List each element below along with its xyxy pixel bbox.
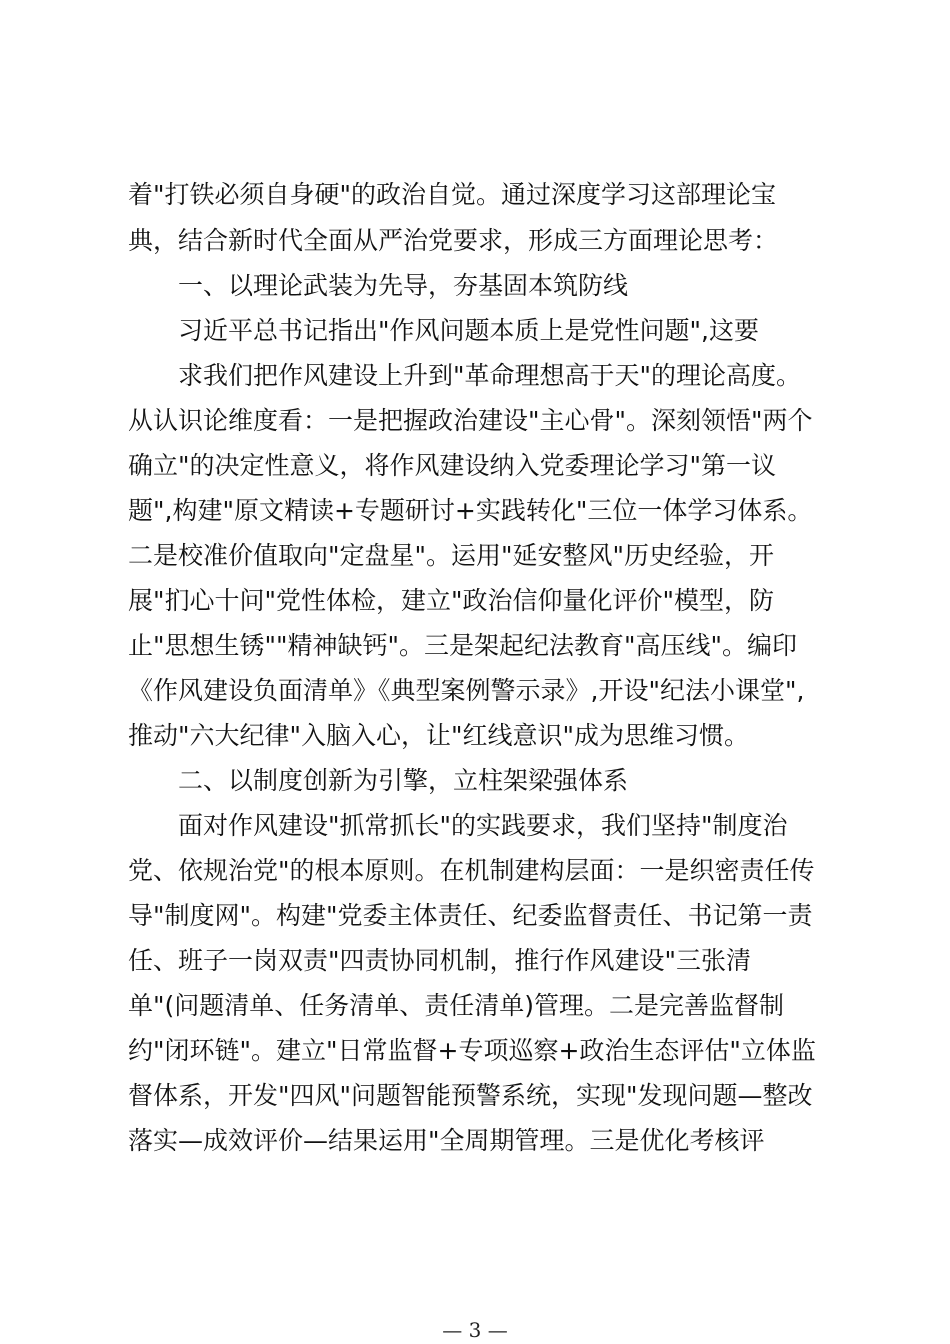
section-heading-2: 二、以制度创新为引擎，立柱架梁强体系 — [178, 766, 629, 795]
text-line-21: 督体系，开发"四风"问题智能预警系统，实现"发现问题—整改 — [128, 1081, 813, 1110]
text-line-11: 止"思想生锈""精神缺钙"。三是架起纪法教育"高压线"。编印 — [128, 631, 797, 660]
text-line-17: 导"制度网"。构建"党委主体责任、纪委监督责任、书记第一责 — [128, 901, 813, 930]
text-line-1: 着"打铁必须自身硬"的政治自觉。通过深度学习这部理论宝 — [128, 180, 777, 209]
text-line-13: 推动"六大纪律"入脑入心，让"红线意识"成为思维习惯。 — [128, 721, 749, 750]
text-line-6: 从认识论维度看：一是把握政治建设"主心骨"。深刻领悟"两个 — [128, 406, 813, 435]
text-line-8: 题",构建"原文精读+专题研讨+实践转化"三位一体学习体系。 — [128, 496, 813, 525]
text-line-9: 二是校准价值取向"定盘星"。运用"延安整风"历史经验，开 — [128, 541, 774, 570]
text-line-12: 《作风建设负面清单》《典型案例警示录》,开设"纪法小课堂", — [128, 676, 805, 705]
text-line-10: 展"扪心十问"党性体检，建立"政治信仰量化评价"模型，防 — [128, 586, 774, 615]
text-line-15: 面对作风建设"抓常抓长"的实践要求，我们坚持"制度治 — [178, 811, 788, 840]
text-line-2: 典，结合新时代全面从严治党要求，形成三方面理论思考： — [128, 226, 779, 255]
text-line-16: 党、依规治党"的根本原则。在机制建构层面：一是织密责任传 — [128, 856, 815, 885]
text-line-4: 习近平总书记指出"作风问题本质上是党性问题",这要 — [178, 316, 759, 345]
text-line-19: 单"(问题清单、任务清单、责任清单)管理。二是完善监督制 — [128, 991, 785, 1020]
text-line-18: 任、班子一岗双责"四责协同机制，推行作风建设"三张清 — [128, 946, 752, 975]
section-heading-1: 一、以理论武装为先导，夯基固本筑防线 — [178, 271, 629, 300]
text-line-20: 约"闭环链"。建立"日常监督+专项巡察+政治生态评估"立体监 — [128, 1036, 816, 1065]
text-line-7: 确立"的决定性意义，将作风建设纳入党委理论学习"第一议 — [128, 451, 777, 480]
text-line-5: 求我们把作风建设上升到"革命理想高于天"的理论高度。 — [178, 361, 802, 390]
page-number: — 3 — — [442, 1318, 508, 1342]
text-line-22: 落实—成效评价—结果运用"全周期管理。三是优化考核评 — [128, 1126, 765, 1155]
